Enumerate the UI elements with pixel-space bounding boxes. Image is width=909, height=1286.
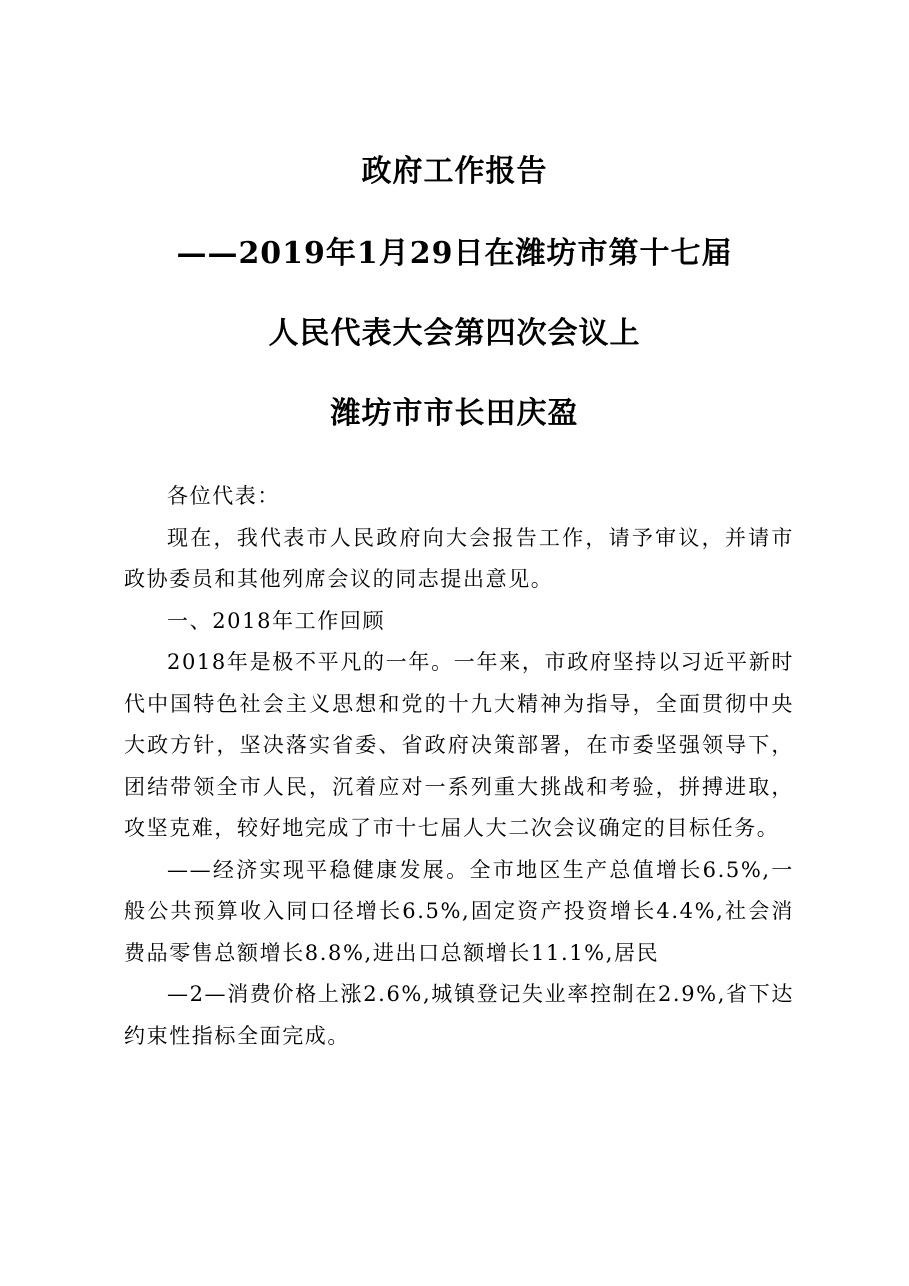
paragraph-economy: ——经济实现平稳健康发展。全市地区生产总值增长6.5%,一般公共预算收入同口径增长6.5%,固定资产投资增长4.4%,社会消费品零售总额增长8.8%,进出口总额增长11.1%,居民 — [124, 857, 794, 965]
document-subtitle-date-venue: ——2019年1月29日在潍坊市第十七届 — [176, 236, 733, 271]
paragraph-review: 2018年是极不平凡的一年。一年来，市政府坚持以习近平新时代中国特色社会主义思想和党的十九大精神为指导，全面贯彻中央大政方针，坚决落实省委、省政府决策部署，在市委坚强领导下，团结带领全市人民，沉着应对一系列重大挑战和考验，拼搏进取，攻坚克难，较好地完成了市十七届人大二次会议确定的目标任务。 — [124, 650, 794, 840]
paragraph-intro: 现在，我代表市人民政府向大会报告工作，请予审议，并请市政协委员和其他列席会议的同志提出意见。 — [124, 525, 794, 591]
salutation: 各位代表： — [167, 484, 280, 508]
document-subtitle-meeting: 人民代表大会第四次会议上 — [268, 316, 641, 351]
document-body — [124, 476, 794, 1057]
paragraph-economy-continued: —2—消费价格上涨2.6%,城镇登记失业率控制在2.9%,省下达约束性指标全面完成。 — [124, 982, 794, 1048]
document-speaker: 潍坊市市长田庆盈 — [330, 396, 579, 431]
document-title: 政府工作报告 — [361, 154, 548, 189]
section-heading: 一、2018年工作回顾 — [167, 608, 386, 633]
